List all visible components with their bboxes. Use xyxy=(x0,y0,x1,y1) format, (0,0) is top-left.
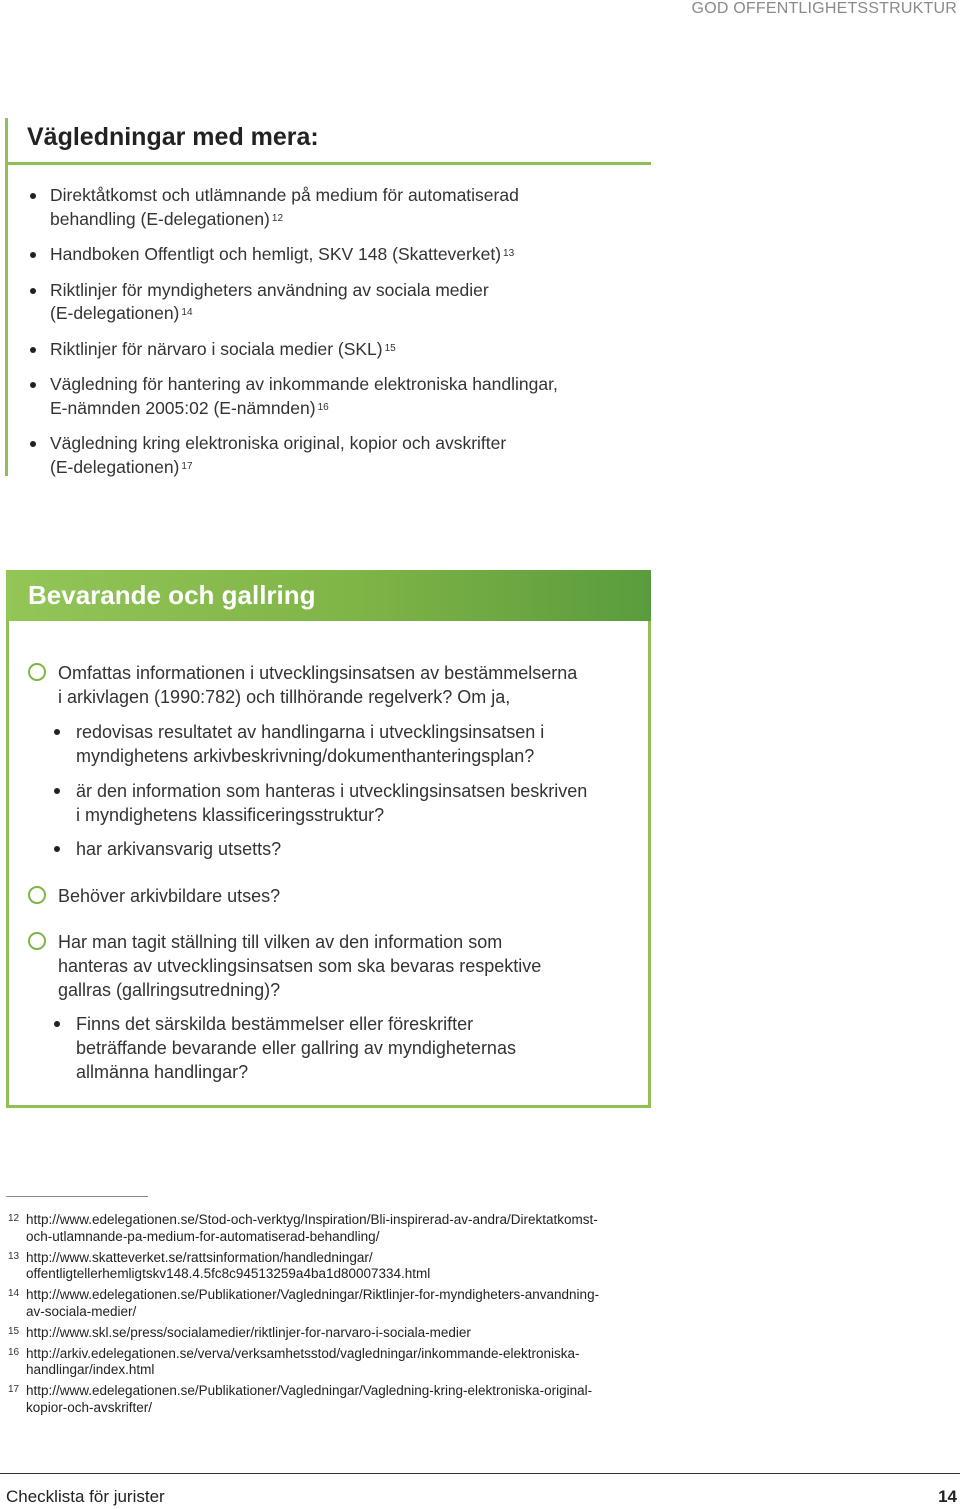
section-divider xyxy=(5,162,651,165)
sub-item-line: Finns det särskilda bestämmelser eller föreskrifter xyxy=(76,1014,474,1034)
sub-item-line: är den information som hanteras i utvecklingsinsatsen beskriven xyxy=(76,781,588,801)
footnote-line: http://www.edelegationen.se/Stod-och-verktyg/Inspiration/Bli-inspirerad-av-andra/Direktatkomst- xyxy=(26,1212,598,1227)
guidance-item-line: Riktlinjer för myndigheters användning av sociala medier xyxy=(50,279,489,300)
checkbox-circle-icon[interactable] xyxy=(28,932,46,950)
footnote-link[interactable] xyxy=(26,1325,656,1342)
footnote-line: http://www.edelegationen.se/Publikationer/Vagledningar/Vagledning-kring-elektroniska-original- xyxy=(26,1383,593,1398)
footnote-line: handlingar/index.html xyxy=(26,1362,155,1377)
footnote-link[interactable] xyxy=(26,1383,656,1416)
footnote-link[interactable] xyxy=(26,1287,656,1320)
footnote-number: 12 xyxy=(8,1213,20,1224)
sub-item-line: beträffande bevarande eller gallring av myndigheternas xyxy=(76,1038,516,1058)
bullet-icon xyxy=(54,1021,60,1027)
page-number: 14 xyxy=(938,1487,957,1506)
footnote-line: av-sociala-medier/ xyxy=(26,1303,137,1319)
guidance-item-line: Direktåtkomst och utlämnande på medium för automatiserad xyxy=(50,185,519,205)
footnote-line: kopior-och-avskrifter/ xyxy=(26,1399,153,1415)
footnote-ref[interactable]: 16 xyxy=(317,401,329,413)
guidance-item-line: Handboken Offentligt och hemligt, SKV 148 (Skatteverket) xyxy=(50,244,502,264)
guidance-item-line: behandling (E-delegationen) xyxy=(50,208,270,229)
question-text xyxy=(58,661,638,709)
footnote xyxy=(6,1250,656,1283)
question-line: Omfattas informationen i utvecklingsinsatsen av bestämmelserna xyxy=(58,663,578,683)
sub-item-line: redovisas resultatet av handlingarna i utvecklingsinsatsen i xyxy=(76,722,545,742)
checkbox-circle-icon[interactable] xyxy=(28,663,46,681)
footnote-divider xyxy=(6,1196,148,1197)
guidance-section xyxy=(5,118,651,478)
footnote-line: http://arkiv.edelegationen.se/verva/verksamhetsstod/vagledningar/inkommande-elektroniska- xyxy=(26,1345,580,1361)
section-left-bar xyxy=(5,118,8,476)
question-text xyxy=(58,930,638,1002)
footnote-link[interactable] xyxy=(26,1212,656,1245)
footnote-number: 15 xyxy=(8,1325,20,1337)
guidance-item-line: Riktlinjer för närvaro i sociala medier (SKL) xyxy=(50,338,383,359)
footnote-number: 13 xyxy=(8,1250,20,1262)
footnote-line: offentligtellerhemligtskv148.4.5fc8c94513259a4ba1d80007334.html xyxy=(26,1266,431,1281)
sub-item-line: allmänna handlingar? xyxy=(76,1062,249,1082)
footnote-ref[interactable]: 17 xyxy=(181,460,193,472)
guidance-item-line: E-nämnden 2005:02 (E-nämnden) xyxy=(50,397,316,418)
footnote-ref[interactable]: 15 xyxy=(384,342,396,354)
sub-item-line: har arkivansvarig utsetts? xyxy=(76,839,282,859)
footnote-number: 14 xyxy=(8,1288,20,1299)
footnote xyxy=(6,1287,656,1320)
footnote xyxy=(6,1346,656,1379)
guidance-item xyxy=(27,338,637,362)
guidance-item-line: Vägledning för hantering av inkommande elektroniska handlingar, xyxy=(50,374,558,394)
footnote-link[interactable] xyxy=(26,1346,656,1379)
running-header: GOD OFFENTLIGHETSSTRUKTUR xyxy=(691,0,957,17)
bullet-icon xyxy=(54,788,60,794)
guidance-item xyxy=(27,243,637,267)
footnote-number: 16 xyxy=(8,1346,20,1358)
footnote xyxy=(6,1325,656,1342)
sub-item-line: myndighetens arkivbeskrivning/dokumenthanteringsplan? xyxy=(76,746,535,766)
footnote-line: http://www.skl.se/press/socialamedier/riktlinjer-for-narvaro-i-sociala-medier xyxy=(26,1324,471,1340)
guidance-item-line: (E-delegationen) xyxy=(50,303,180,323)
guidance-title: Vägledningar med mera: xyxy=(27,123,319,151)
footnotes xyxy=(6,1212,656,1421)
footnote-ref[interactable]: 14 xyxy=(181,307,193,318)
guidance-item xyxy=(27,279,637,326)
footnote-ref[interactable]: 13 xyxy=(503,248,515,259)
footnote xyxy=(6,1383,656,1416)
footnote-link[interactable] xyxy=(26,1250,656,1283)
question-line: gallras (gallringsutredning)? xyxy=(58,980,281,1000)
guidance-item xyxy=(27,432,637,479)
footnote-line: http://www.edelegationen.se/Publikationer/Vagledningar/Riktlinjer-for-myndigheters-anvandning- xyxy=(26,1287,600,1302)
bullet-icon xyxy=(54,729,60,735)
footer-divider xyxy=(0,1473,960,1474)
checkbox-circle-icon[interactable] xyxy=(28,886,46,904)
sub-item-line: i myndighetens klassificeringsstruktur? xyxy=(76,805,385,825)
footer-title: Checklista för jurister xyxy=(6,1487,165,1506)
retention-title: Bevarande och gallring xyxy=(28,580,316,610)
guidance-item-line: Vägledning kring elektroniska original, kopior och avskrifter xyxy=(50,433,507,453)
footnote-ref[interactable]: 12 xyxy=(271,212,284,224)
question-line: hanteras av utvecklingsinsatsen som ska bevaras respektive xyxy=(58,956,542,976)
footnote-line: http://www.skatteverket.se/rattsinformation/handledningar/ xyxy=(26,1249,373,1265)
retention-section xyxy=(6,570,651,1111)
guidance-item xyxy=(27,184,637,231)
question-line: i arkivlagen (1990:782) och tillhörande regelverk? Om ja, xyxy=(58,687,511,707)
guidance-item-line: (E-delegationen) xyxy=(50,456,180,477)
footnote-line: och-utlamnande-pa-medium-for-automatiserad-behandling/ xyxy=(26,1228,380,1244)
footnote xyxy=(6,1212,656,1245)
question-line: Behöver arkivbildare utses? xyxy=(58,886,281,906)
guidance-item xyxy=(27,373,637,420)
bullet-icon xyxy=(54,846,60,852)
question-line: Har man tagit ställning till vilken av den information som xyxy=(58,932,503,952)
guidance-list xyxy=(27,184,637,491)
retention-header-bar xyxy=(6,570,651,621)
question-text xyxy=(58,884,638,908)
footnote-number: 17 xyxy=(8,1384,20,1395)
